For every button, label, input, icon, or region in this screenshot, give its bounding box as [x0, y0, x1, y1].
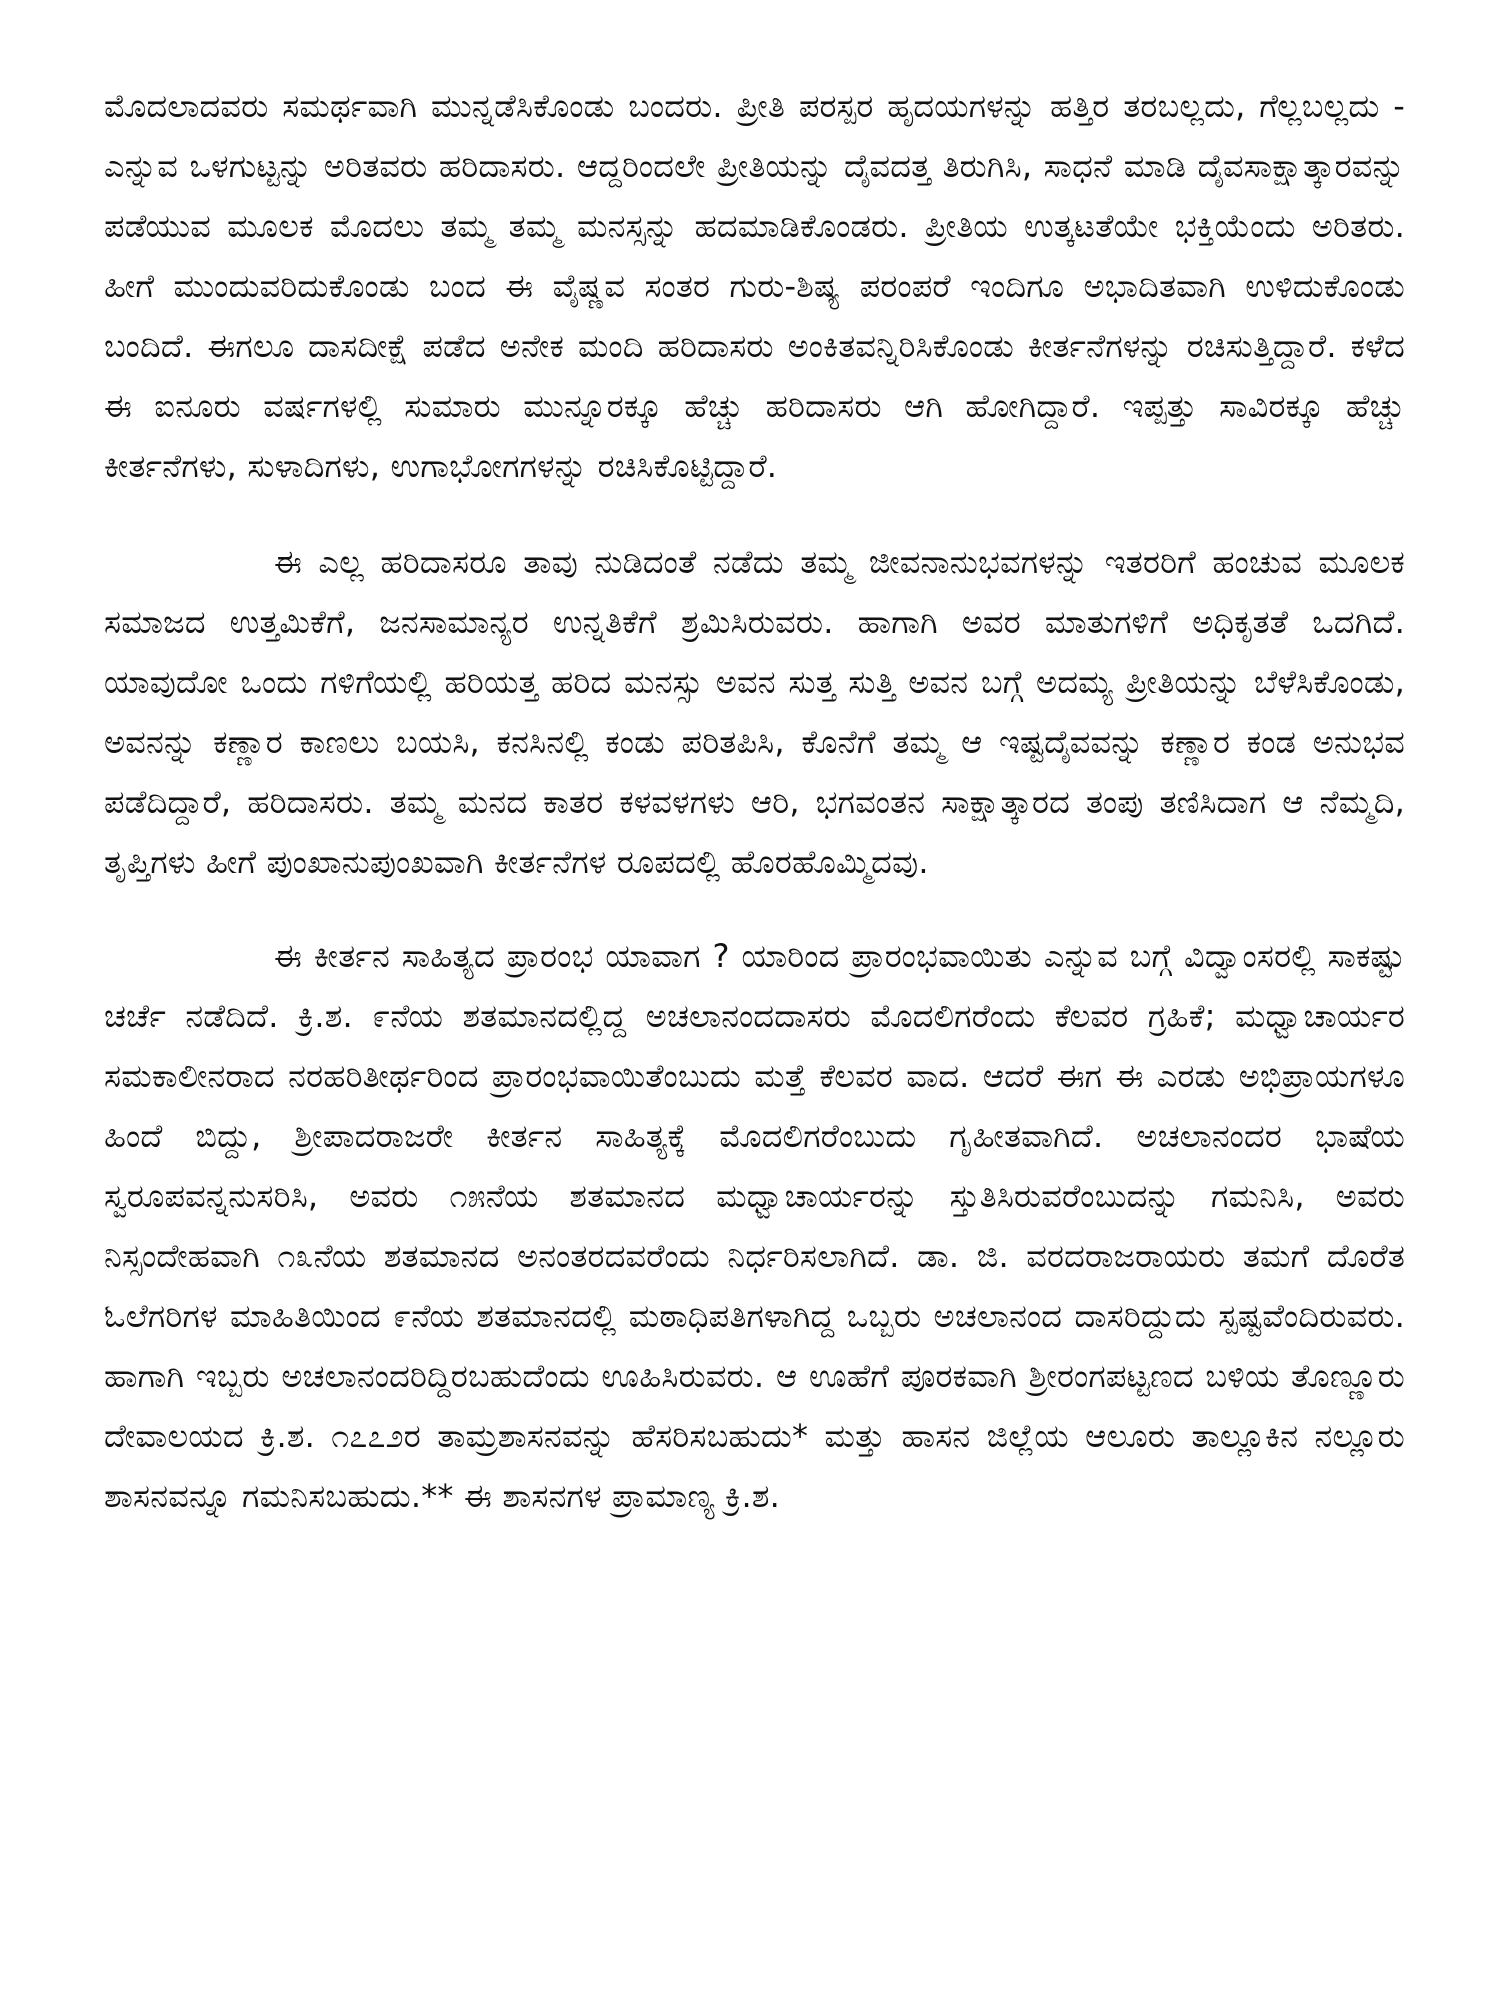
paragraph-2: ಈ ಎಲ್ಲ ಹರಿದಾಸರೂ ತಾವು ನುಡಿದಂತೆ ನಡೆದು ತಮ್ಮ ಜೀವನಾನುಭವಗಳನ್ನು ಇತರರಿಗೆ ಹಂಚುವ ಮೂಲಕ ಸಮಾಜದ ಉತ್ತಮಿಕೆಗೆ, ಜನಸಾಮಾನ್ಯರ ಉನ್ನತಿಕೆಗೆ ಶ್ರಮಿಸಿರುವರು. ಹಾಗಾಗಿ ಅವರ ಮಾತುಗಳಿಗೆ ಅಧಿಕೃತತೆ ಒದಗಿದೆ. ಯಾವುದೋ ಒಂದು ಗಳಿಗೆಯಲ್ಲಿ ಹರಿಯತ್ತ ಹರಿದ ಮನಸ್ಸು ಅವನ ಸುತ್ತ ಸುತ್ತಿ ಅವನ ಬಗ್ಗೆ ಅದಮ್ಯ ಪ್ರೀತಿಯನ್ನು ಬೆಳೆಸಿಕೊಂಡು, ಅವನನ್ನು ಕಣ್ಣಾರ ಕಾಣಲು ಬಯಸಿ, ಕನಸಿನಲ್ಲಿ ಕಂಡು ಪರಿತಪಿಸಿ, ಕೊನೆಗೆ ತಮ್ಮ ಆ ಇಷ್ಟದೈವವನ್ನು ಕಣ್ಣಾರ ಕಂಡ ಅನುಭವ ಪಡೆದಿದ್ದಾರೆ, ಹರಿದಾಸರು. ತಮ್ಮ ಮನದ ಕಾತರ ಕಳವಳಗಳು ಆರಿ, ಭಗವಂತನ ಸಾಕ್ಷಾತ್ಕಾರದ ತಂಪು ತಣಿಸಿದಾಗ ಆ ನೆಮ್ಮದಿ, ತೃಪ್ತಿಗಳು ಹೀಗೆ ಪುಂಖಾನುಪುಂಖವಾಗಿ ಕೀರ್ತನೆಗಳ ರೂಪದಲ್ಲಿ ಹೊರಹೊಮ್ಮಿದವು.: [104, 543, 1405, 881]
paragraph-1: ಮೊದಲಾದವರು ಸಮರ್ಥವಾಗಿ ಮುನ್ನಡೆಸಿಕೊಂಡು ಬಂದರು. ಪ್ರೀತಿ ಪರಸ್ಪರ ಹೃದಯಗಳನ್ನು ಹತ್ತಿರ ತರಬಲ್ಲದು, ಗೆಲ್ಲಬಲ್ಲದು - ಎನ್ನುವ ಒಳಗುಟ್ಟನ್ನು ಅರಿತವರು ಹರಿದಾಸರು. ಆದ್ದರಿಂದಲೇ ಪ್ರೀತಿಯನ್ನು ದೈವದತ್ತ ತಿರುಗಿಸಿ, ಸಾಧನೆ ಮಾಡಿ ದೈವಸಾಕ್ಷಾತ್ಕಾರವನ್ನು ಪಡೆಯುವ ಮೂಲಕ ಮೊದಲು ತಮ್ಮ ತಮ್ಮ ಮನಸ್ಸನ್ನು ಹದಮಾಡಿಕೊಂಡರು. ಪ್ರೀತಿಯ ಉತ್ಕಟತೆಯೇ ಭಕ್ತಿಯೆಂದು ಅರಿತರು. ಹೀಗೆ ಮುಂದುವರಿದುಕೊಂಡು ಬಂದ ಈ ವೈಷ್ಣವ ಸಂತರ ಗುರು-ಶಿಷ್ಯ ಪರಂಪರೆ ಇಂದಿಗೂ ಅಭಾದಿತವಾಗಿ ಉಳಿದುಕೊಂಡು ಬಂದಿದೆ. ಈಗಲೂ ದಾಸದೀಕ್ಷೆ ಪಡೆದ ಅನೇಕ ಮಂದಿ ಹರಿದಾಸರು ಅಂಕಿತವನ್ನಿರಿಸಿಕೊಂಡು ಕೀರ್ತನೆಗಳನ್ನು ರಚಿಸುತ್ತಿದ್ದಾರೆ. ಕಳೆದ ಈ ಐನೂರು ವರ್ಷಗಳಲ್ಲಿ ಸುಮಾರು ಮುನ್ನೂರಕ್ಕೂ ಹೆಚ್ಚು ಹರಿದಾಸರು ಆಗಿ ಹೋಗಿದ್ದಾರೆ. ಇಪ್ಪತ್ತು ಸಾವಿರಕ್ಕೂ ಹೆಚ್ಚು ಕೀರ್ತನೆಗಳು, ಸುಳಾದಿಗಳು, ಉಗಾಭೋಗಗಳನ್ನು ರಚಿಸಿಕೊಟ್ಟಿದ್ದಾರೆ.: [104, 87, 1405, 485]
paragraph-3: ಈ ಕೀರ್ತನ ಸಾಹಿತ್ಯದ ಪ್ರಾರಂಭ ಯಾವಾಗ ? ಯಾರಿಂದ ಪ್ರಾರಂಭವಾಯಿತು ಎನ್ನುವ ಬಗ್ಗೆ ವಿದ್ವಾಂಸರಲ್ಲಿ ಸಾಕಷ್ಟು ಚರ್ಚೆ ನಡೆದಿದೆ. ಕ್ರಿ.ಶ. ೯ನೆಯ ಶತಮಾನದಲ್ಲಿದ್ದ ಅಚಲಾನಂದದಾಸರು ಮೊದಲಿಗರೆಂದು ಕೆಲವರ ಗ್ರಹಿಕೆ; ಮಧ್ವಾಚಾರ್ಯರ ಸಮಕಾಲೀನರಾದ ನರಹರಿತೀರ್ಥರಿಂದ ಪ್ರಾರಂಭವಾಯಿತೆಂಬುದು ಮತ್ತೆ ಕೆಲವರ ವಾದ. ಆದರೆ ಈಗ ಈ ಎರಡು ಅಭಿಪ್ರಾಯಗಳೂ ಹಿಂದೆ ಬಿದ್ದು, ಶ್ರೀಪಾದರಾಜರೇ ಕೀರ್ತನ ಸಾಹಿತ್ಯಕ್ಕೆ ಮೊದಲಿಗರೆಂಬುದು ಗೃಹೀತವಾಗಿದೆ. ಅಚಲಾನಂದರ ಭಾಷೆಯ ಸ್ವರೂಪವನ್ನನುಸರಿಸಿ, ಅವರು ೧೫ನೆಯ ಶತಮಾನದ ಮಧ್ವಾಚಾರ್ಯರನ್ನು ಸ್ತುತಿಸಿರುವರೆಂಬುದನ್ನು ಗಮನಿಸಿ, ಅವರು ನಿಸ್ಸಂದೇಹವಾಗಿ ೧೩ನೆಯ ಶತಮಾನದ ಅನಂತರದವರೆಂದು ನಿರ್ಧರಿಸಲಾಗಿದೆ. ಡಾ. ಜಿ. ವರದರಾಜರಾಯರು ತಮಗೆ ದೊರೆತ ಓಲೆಗರಿಗಳ ಮಾಹಿತಿಯಿಂದ ೯ನೆಯ ಶತಮಾನದಲ್ಲಿ ಮಠಾಧಿಪತಿಗಳಾಗಿದ್ದ ಒಬ್ಬರು ಅಚಲಾನಂದ ದಾಸರಿದ್ದುದು ಸ್ಪಷ್ಟವೆಂದಿರುವರು. ಹಾಗಾಗಿ ಇಬ್ಬರು ಅಚಲಾನಂದರಿದ್ದಿರಬಹುದೆಂದು ಊಹಿಸಿರುವರು. ಆ ಊಹೆಗೆ ಪೂರಕವಾಗಿ ಶ್ರೀರಂಗಪಟ್ಟಣದ ಬಳಿಯ ತೊಣ್ಣೂರು ದೇವಾಲಯದ ಕ್ರಿ.ಶ. ೧೭೭೨ರ ತಾಮ್ರಶಾಸನವನ್ನು ಹೆಸರಿಸಬಹುದು* ಮತ್ತು ಹಾಸನ ಜಿಲ್ಲೆಯ ಆಲೂರು ತಾಲ್ಲೂಕಿನ ನಲ್ಲೂರು ಶಾಸನವನ್ನೂ ಗಮನಿಸಬಹುದು.** ಈ ಶಾಸನಗಳ ಪ್ರಾಮಾಣ್ಯ ಕ್ರಿ.ಶ.: [104, 937, 1405, 1515]
